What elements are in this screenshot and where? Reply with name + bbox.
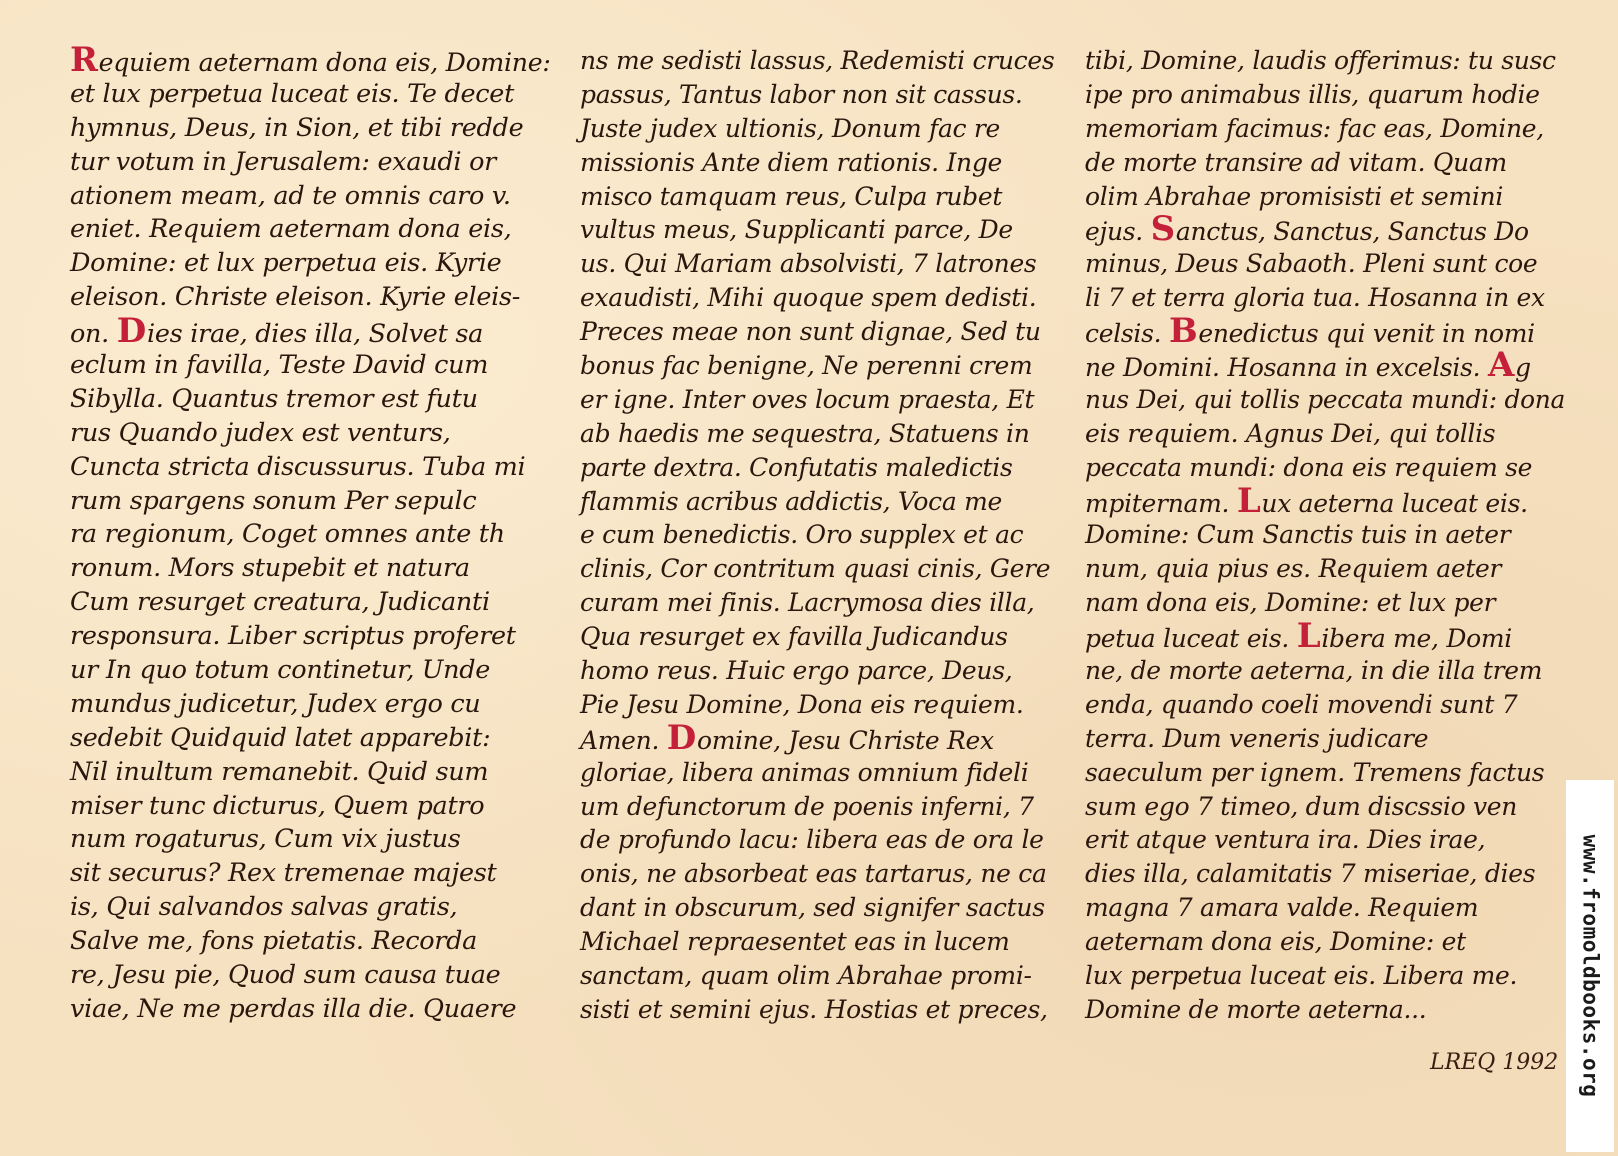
line-text: Nil inultum remanebit. Quid sum [70, 756, 489, 787]
line-text: re, Jesu pie, Quod sum causa tuae [70, 960, 501, 991]
line-text: us. Qui Mariam absolvisti, 7 latrones [580, 249, 1037, 279]
text-line [70, 959, 550, 993]
text-line [1085, 925, 1565, 959]
text-line [70, 417, 550, 451]
text-line [70, 823, 550, 857]
line-text: on. [70, 319, 109, 350]
text-line [1085, 311, 1565, 352]
line-text-continued: ux aeterna luceat eis. [1261, 488, 1528, 518]
text-line [580, 823, 1060, 857]
line-text: ra regionum, Coget omnes ante th [70, 519, 505, 550]
text-line [70, 281, 550, 315]
line-text: Domine de morte aeterna... [1085, 994, 1427, 1024]
line-text: Juste judex ultionis, Donum fac re [580, 113, 1001, 143]
text-line [1085, 247, 1565, 281]
line-text: petua luceat eis. [1085, 624, 1290, 654]
line-text: Qua resurget ex favilla Judicandus [580, 622, 1008, 652]
text-line [70, 891, 550, 925]
line-text: ipe pro animabus illis, quarum hodie [1085, 79, 1540, 109]
rubricated-initial: L [1236, 480, 1261, 521]
text-line [70, 383, 550, 417]
text-line [1085, 654, 1565, 688]
text-line [580, 756, 1060, 790]
text-line [580, 654, 1060, 688]
text-line [70, 349, 550, 383]
text-line [1085, 756, 1565, 790]
line-text: sisti et semini ejus. Hostias et preces, [580, 994, 1048, 1024]
line-text: is, Qui salvandos salvas gratis, [70, 892, 458, 923]
line-text: eis requiem. Agnus Dei, qui tollis [1085, 418, 1496, 448]
text-line [1085, 688, 1565, 722]
text-line [580, 857, 1060, 891]
text-line [580, 485, 1060, 519]
text-line [70, 78, 550, 112]
text-line [580, 247, 1060, 281]
text-line [580, 383, 1060, 417]
line-text: sum ego 7 timeo, dum discssio ven [1085, 791, 1518, 821]
line-text: bonus fac benigne, Ne perenni crem [580, 351, 1033, 381]
line-text: et lux perpetua luceat eis. Te decet [70, 78, 515, 109]
line-text-continued: enedictus qui venit in nomi [1198, 319, 1535, 349]
line-text: terra. Dum veneris judicare [1085, 723, 1429, 753]
line-text: nam dona eis, Domine: et lux per [1085, 588, 1496, 618]
text-line [70, 247, 550, 281]
text-line [70, 213, 550, 247]
line-text: um defunctorum de poenis inferni, 7 [580, 791, 1034, 821]
text-line [1085, 345, 1565, 386]
line-text: sedebit Quidquid latet apparebit: [70, 722, 491, 753]
line-text: peccata mundi: dona eis requiem se [1085, 452, 1533, 482]
line-text: parte dextra. Confutatis maledictis [580, 452, 1013, 482]
text-line [70, 857, 550, 891]
text-line [1085, 44, 1565, 78]
text-column-1 [70, 40, 551, 1027]
line-text: ne Domini. Hosanna in excelsis. [1085, 353, 1481, 383]
text-line [580, 44, 1060, 78]
line-text: flammis acribus addictis, Voca me [580, 486, 1003, 516]
text-line [1085, 518, 1565, 552]
line-text: hymnus, Deus, in Sion, et tibi redde [70, 112, 524, 143]
line-text: ur In quo totum continetur, Unde [70, 655, 491, 686]
text-line [580, 349, 1060, 383]
line-text: Domine: Cum Sanctis tuis in aeter [1085, 520, 1511, 550]
rubricated-initial: R [70, 40, 98, 80]
line-text: ab haedis me sequestra, Statuens in [580, 418, 1030, 448]
text-line [1085, 891, 1565, 925]
line-text: gloriae, libera animas omnium fideli [580, 757, 1029, 787]
text-line [1085, 451, 1565, 485]
text-line [70, 485, 550, 519]
text-line [580, 925, 1060, 959]
text-line [580, 620, 1060, 654]
line-text: exaudisti, Mihi quoque spem dedisti. [580, 283, 1037, 313]
line-text: tibi, Domine, laudis offerimus: tu susc [1085, 46, 1556, 75]
line-text: enda, quando coeli movendi sunt 7 [1085, 689, 1518, 719]
scribe-signature: LREQ 1992 [1430, 1050, 1559, 1075]
line-text: Cum resurget creatura, Judicanti [70, 587, 490, 618]
text-line [580, 417, 1060, 451]
line-text: erit atque ventura ira. Dies irae, [1085, 825, 1486, 855]
line-text: memoriam facimus: fac eas, Domine, [1085, 113, 1544, 143]
text-line [1085, 112, 1565, 146]
text-line [1085, 480, 1565, 521]
line-text: eniet. Requiem aeternam dona eis, [70, 214, 512, 245]
line-text: homo reus. Huic ergo parce, Deus, [580, 656, 1013, 686]
text-line [580, 281, 1060, 315]
text-line [580, 78, 1060, 112]
text-line [1085, 552, 1565, 586]
line-text: passus, Tantus labor non sit cassus. [580, 79, 1023, 109]
text-line [580, 959, 1060, 993]
rubricated-initial: L [1296, 616, 1321, 657]
line-text: saeculum per ignem. Tremens factus [1085, 757, 1545, 787]
text-column-3 [1085, 44, 1565, 1027]
line-text: sit securus? Rex tremenae majest [70, 858, 497, 889]
line-text: Salve me, fons pietatis. Recorda [70, 926, 478, 957]
text-line [70, 112, 550, 146]
line-text: olim Abrahae promisisti et semini [1085, 181, 1504, 211]
text-line [70, 451, 550, 485]
line-text: sanctam, quam olim Abrahae promi- [580, 961, 1032, 991]
line-text: mundus judicetur, Judex ergo cu [70, 688, 481, 719]
line-text: Preces meae non sunt dignae, Sed tu [580, 317, 1041, 347]
line-text: celsis. [1085, 319, 1162, 349]
text-line [1085, 722, 1565, 756]
line-text: aeternam dona eis, Domine: et [1085, 927, 1466, 957]
line-text: Michael repraesentet eas in lucem [580, 927, 1010, 957]
line-text-continued: anctus, Sanctus, Sanctus Do [1175, 217, 1529, 247]
text-line [70, 552, 550, 586]
text-line [70, 756, 550, 790]
line-text: misco tamquam reus, Culpa rubet [580, 181, 1003, 211]
text-line [70, 311, 550, 352]
text-line [580, 518, 1060, 552]
line-text: missionis Ante diem rationis. Inge [580, 147, 1003, 177]
text-column-2 [580, 44, 1060, 1027]
text-line [1085, 78, 1565, 112]
text-line [580, 315, 1060, 349]
text-line [580, 552, 1060, 586]
line-text: rus Quando judex est venturs, [70, 417, 451, 448]
line-text: de morte transire ad vitam. Quam [1085, 147, 1507, 177]
watermark-text: www.fromoldbooks.org [1578, 834, 1602, 1098]
text-line [1085, 857, 1565, 891]
line-text: ns me sedisti lassus, Redemisti cruces [580, 46, 1055, 75]
rubricated-initial: D [116, 311, 146, 352]
text-line [1085, 586, 1565, 620]
rubricated-initial: S [1150, 209, 1175, 250]
text-line [70, 790, 550, 824]
watermark-strip [1566, 780, 1614, 1152]
text-line [70, 688, 550, 722]
line-text: nus Dei, qui tollis peccata mundi: dona [1085, 384, 1565, 414]
text-line [580, 688, 1060, 722]
text-line [70, 993, 550, 1027]
text-line [70, 654, 550, 688]
line-text-continued: ibera me, Domi [1321, 624, 1512, 654]
text-line [580, 790, 1060, 824]
line-text: lux perpetua luceat eis. Libera me. [1085, 961, 1518, 991]
text-line [1085, 146, 1565, 180]
line-text: dies illa, calamitatis 7 miseriae, dies [1085, 859, 1536, 889]
text-line [1085, 959, 1565, 993]
text-line [70, 722, 550, 756]
text-line [1085, 180, 1565, 214]
line-text: Amen. [580, 725, 660, 755]
text-line [1085, 823, 1565, 857]
line-text: num, quia pius es. Requiem aeter [1085, 554, 1502, 584]
text-line [70, 586, 550, 620]
line-text: er igne. Inter oves locum praesta, Et [580, 384, 1035, 414]
text-line [70, 180, 550, 214]
line-text: dant in obscurum, sed signifer sactus [580, 893, 1045, 923]
line-text: miser tunc dicturus, Quem patro [70, 790, 485, 821]
line-text: li 7 et terra gloria tua. Hosanna in ex [1085, 283, 1545, 313]
line-text: ejus. [1085, 217, 1143, 247]
text-line [580, 146, 1060, 180]
line-text: ronum. Mors stupebit et natura [70, 553, 470, 584]
text-line [70, 518, 550, 552]
text-line [580, 451, 1060, 485]
text-line [70, 40, 551, 80]
line-text: ationem meam, ad te omnis caro v. [70, 180, 511, 211]
text-line [1085, 993, 1565, 1027]
line-text: eclum in favilla, Teste David cum [70, 350, 489, 381]
line-text-continued: g [1515, 353, 1531, 383]
line-text: de profundo lacu: libera eas de ora le [580, 825, 1044, 855]
line-text: Sibylla. Quantus tremor est futu [70, 383, 478, 414]
line-text: mpiternam. [1085, 488, 1230, 518]
line-text: magna 7 amara valde. Requiem [1085, 893, 1479, 923]
text-line [1085, 417, 1565, 451]
text-line [580, 180, 1060, 214]
rubricated-initial: D [666, 717, 696, 758]
rubricated-initial: B [1168, 311, 1198, 352]
line-text: eleison. Christe eleison. Kyrie eleis- [70, 282, 521, 313]
line-text: ne, de morte aeterna, in die illa trem [1085, 656, 1543, 686]
line-text: minus, Deus Sabaoth. Pleni sunt coe [1085, 249, 1538, 279]
text-line [580, 717, 1060, 758]
line-text: Cuncta stricta discussurus. Tuba mi [70, 451, 526, 482]
line-text: viae, Ne me perdas illa die. Quaere [70, 993, 517, 1024]
text-line [580, 993, 1060, 1027]
line-text: Pie Jesu Domine, Dona eis requiem. [580, 689, 1024, 719]
line-text: tur votum in Jerusalem: exaudi or [70, 146, 497, 177]
line-text-continued: ies irae, dies illa, Solvet sa [146, 319, 484, 350]
line-text-continued: omine, Jesu Christe Rex [696, 725, 994, 755]
line-text: responsura. Liber scriptus proferet [70, 621, 516, 652]
text-line [580, 586, 1060, 620]
line-text: clinis, Cor contritum quasi cinis, Gere [580, 554, 1051, 584]
text-line [1085, 616, 1565, 657]
text-line [70, 925, 550, 959]
text-line [580, 112, 1060, 146]
text-line [1085, 790, 1565, 824]
rubricated-initial: A [1487, 345, 1515, 386]
line-text: e cum benedictis. Oro supplex et ac [580, 520, 1024, 550]
text-line [580, 891, 1060, 925]
text-line [1085, 383, 1565, 417]
text-line [1085, 281, 1565, 315]
line-text: vultus meus, Supplicanti parce, De [580, 215, 1013, 245]
text-line [1085, 209, 1565, 250]
line-text: num rogaturus, Cum vix justus [70, 824, 461, 855]
text-line [70, 146, 550, 180]
line-text: equiem aeternam dona eis, Domine: [98, 48, 551, 78]
line-text: curam mei finis. Lacrymosa dies illa, [580, 588, 1035, 618]
line-text: Domine: et lux perpetua eis. Kyrie [70, 248, 502, 279]
text-line [580, 213, 1060, 247]
text-line [70, 620, 550, 654]
line-text: rum spargens sonum Per sepulc [70, 485, 477, 516]
line-text: onis, ne absorbeat eas tartarus, ne ca [580, 859, 1047, 889]
